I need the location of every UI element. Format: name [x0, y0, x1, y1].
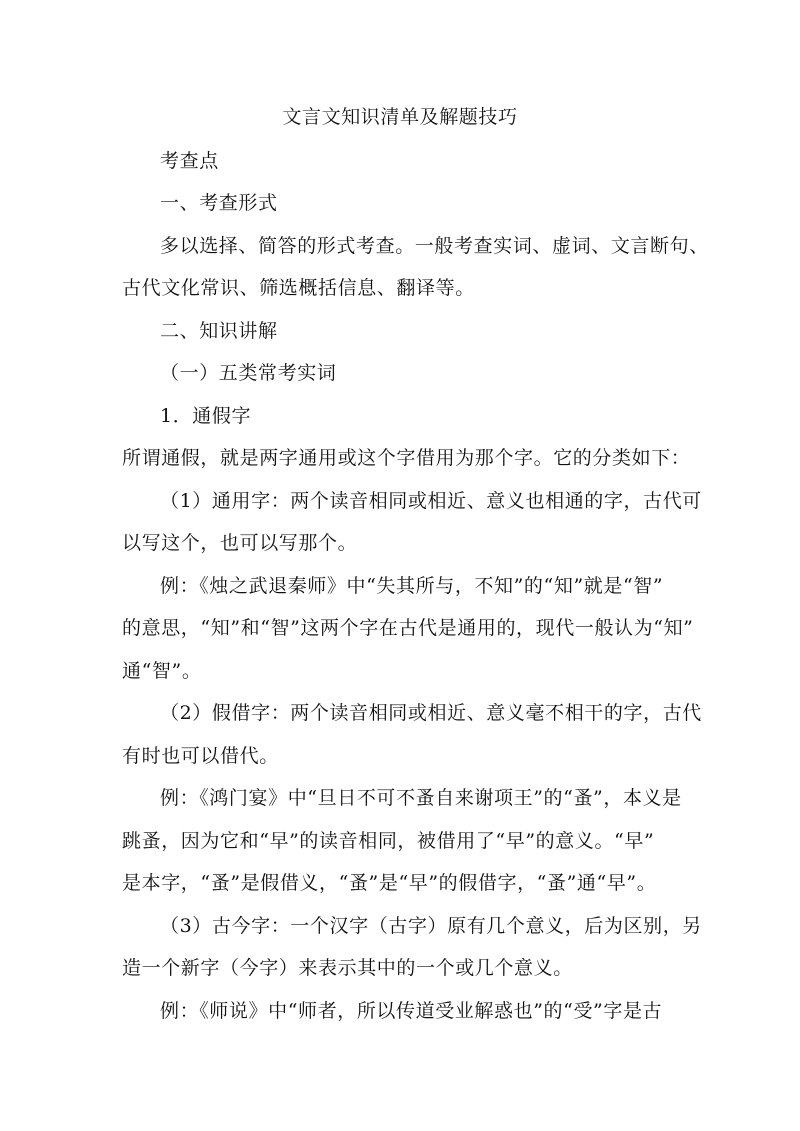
example-line: 是本字，“蚤”是假借义，“蚤”是“早”的假借字，“蚤”通“早”。 — [122, 872, 657, 894]
example-line: 通“智”。 — [122, 660, 202, 682]
paragraph-line: 以写这个，也可以写那个。 — [122, 532, 358, 554]
example-line: 例：《烛之武退秦师》中“失其所与，不知”的“知”就是“智” — [160, 575, 664, 597]
paragraph-line: 造一个新字（今字）来表示其中的一个或几个意义。 — [122, 957, 573, 979]
paragraph-line: （1）通用字：两个读音相同或相近、意义也相通的字，古代可 — [160, 490, 702, 512]
paragraph-line: 多以选择、简答的形式考查。一般考查实词、虚词、文言断句、 — [160, 235, 709, 257]
example-line: 的意思，“知”和“智”这两个字在古代是通用的，现代一般认为“知” — [122, 617, 694, 639]
section-heading-knowledge: 二、知识讲解 — [160, 320, 278, 342]
paragraph-line: 有时也可以借代。 — [122, 745, 279, 767]
paragraph-line: 所谓通假，就是两字通用或这个字借用为那个字。它的分类如下： — [122, 447, 691, 469]
example-line: 跳蚤，因为它和“早”的读音相同，被借用了“早”的意义。“早” — [122, 830, 655, 852]
example-line: 例：《鸿门宴》中“旦日不可不蚤自来谢项王”的“蚤”，本义是 — [160, 787, 682, 809]
section-heading-exam-points: 考查点 — [160, 150, 219, 172]
subsection-heading: 1．通假字 — [160, 405, 252, 427]
example-line: 例：《师说》中“师者，所以传道受业解惑也”的“受”字是古 — [160, 1000, 663, 1022]
paragraph-line: （2）假借字：两个读音相同或相近、意义毫不相干的字，古代 — [160, 702, 702, 724]
paragraph-line: 古代文化常识、筛选概括信息、翻译等。 — [122, 277, 475, 299]
subsection-heading: （一）五类常考实词 — [160, 362, 337, 384]
paragraph-line: （3）古今字：一个汉字（古字）原有几个意义，后为区别，另 — [160, 915, 702, 937]
section-heading-exam-form: 一、考查形式 — [160, 192, 278, 214]
document-title: 文言文知识清单及解题技巧 — [282, 106, 518, 128]
